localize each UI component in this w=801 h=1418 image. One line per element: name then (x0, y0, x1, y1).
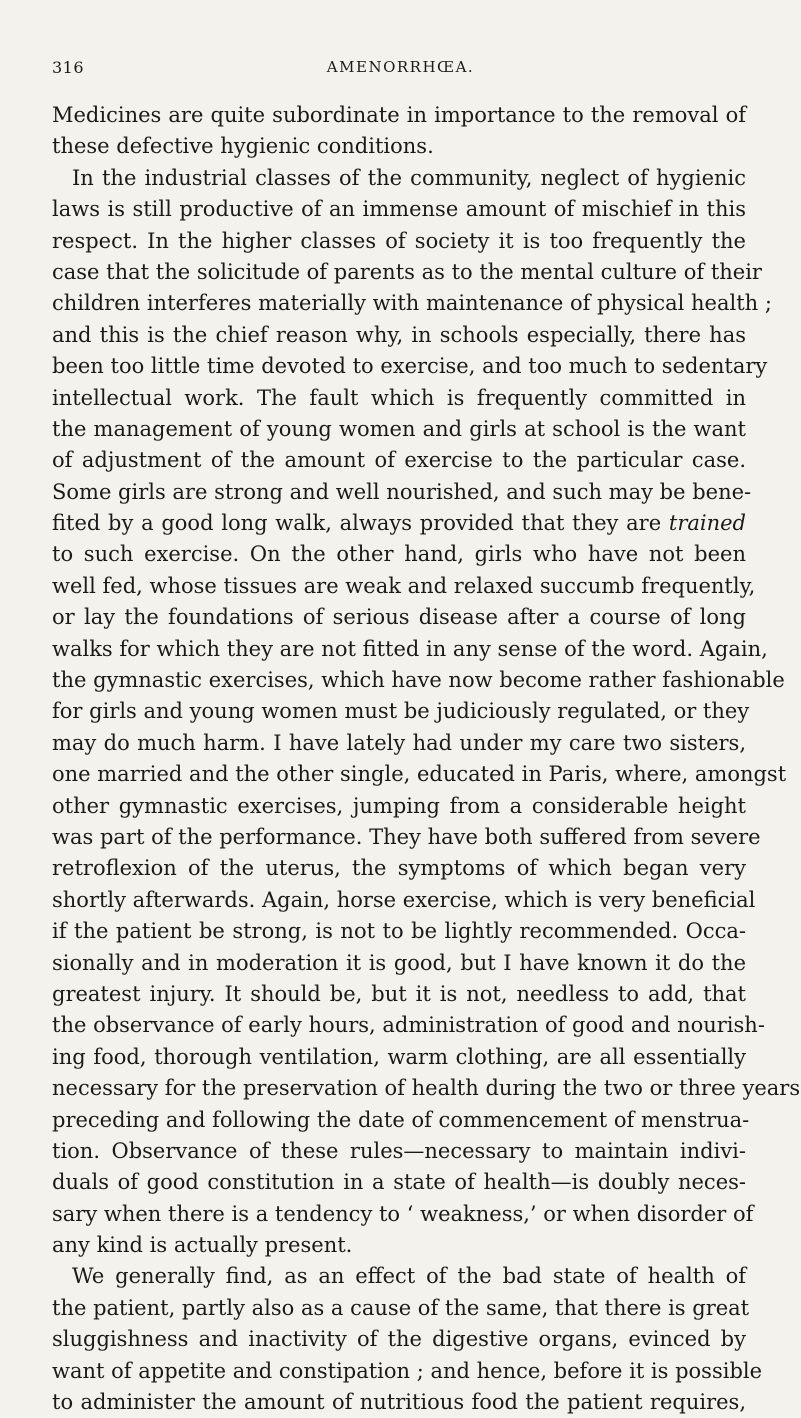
emphasized-word: trained (668, 511, 746, 536)
text-line: children interferes materially with maintenance of physical health ; (52, 291, 772, 316)
text-line: necessary for the preservation of health during the two or three years (52, 1076, 801, 1101)
text-line: case that the solicitude of parents as to the mental culture of their (52, 259, 762, 284)
text-line: one married and the other single, educated in Paris, where, amongst (52, 762, 787, 787)
text-line: tion. Observance of these rules—necessary to maintain indivi- (52, 1138, 746, 1163)
text-segment: fited by a good long walk, always provided that they are (52, 511, 662, 536)
text-line: sary when there is a tendency to ‘ weakness,’ or when disorder of (52, 1201, 754, 1226)
text-line: shortly afterwards. Again, horse exercise, which is very beneficial (52, 887, 756, 912)
text-line: want of appetite and constipation ; and hence, before it is possible (52, 1358, 763, 1383)
text-line: Some girls are strong and well nourished, and such may be bene- (52, 479, 752, 504)
text-line: walks for which they are not fitted in any sense of the word. Again, (52, 636, 768, 661)
text-line: In the industrial classes of the community, neglect of hygienic (72, 165, 746, 190)
running-title: AMENORRHŒA. (326, 58, 475, 76)
text-line: ing food, thorough ventilation, warm clothing, are all essentially (52, 1044, 746, 1069)
text-line: laws is still productive of an immense amount of mischief in this (52, 197, 746, 222)
text-line: these defective hygienic conditions. (52, 134, 434, 159)
text-line: We generally find, as an effect of the bad state of health of (72, 1264, 746, 1289)
text-line: intellectual work. The fault which is frequently committed in (52, 385, 746, 410)
text-line: the gymnastic exercises, which have now become rather fashionable (52, 668, 785, 693)
text-line: greatest injury. It should be, but it is not, needless to add, that (52, 981, 746, 1006)
text-line: to such exercise. On the other hand, girls who have not been (52, 542, 746, 567)
text-line: well fed, whose tissues are weak and relaxed succumb frequently, (52, 573, 756, 598)
text-line: and this is the chief reason why, in schools especially, there has (52, 322, 746, 347)
text-line: if the patient be strong, is not to be lightly recommended. Occa- (52, 919, 746, 944)
text-line: any kind is actually present. (52, 1233, 353, 1258)
text-line: the management of young women and girls at school is the want (52, 416, 746, 441)
text-line: sluggishness and inactivity of the digestive organs, evinced by (52, 1327, 746, 1352)
text-line: for girls and young women must be judiciously regulated, or they (52, 699, 750, 724)
text-line: may do much harm. I have lately had under my care two sisters, (52, 730, 746, 755)
text-line: the patient, partly also as a cause of the same, that there is great (52, 1295, 750, 1320)
text-line: respect. In the higher classes of society it is too frequently the (52, 228, 746, 253)
text-line: of adjustment of the amount of exercise to the particular case. (52, 448, 746, 473)
text-line: was part of the performance. They have both suffered from severe (52, 824, 761, 849)
text-line: or lay the foundations of serious disease after a course of long (52, 605, 746, 630)
text-line: sionally and in moderation it is good, but I have known it do the (52, 950, 746, 975)
text-line: the observance of early hours, administration of good and nourish- (52, 1013, 765, 1038)
text-line: to administer the amount of nutritious food the patient requires, (52, 1390, 746, 1415)
text-line-with-emphasis (52, 508, 746, 539)
text-line: retroflexion of the uterus, the symptoms of which began very (52, 856, 746, 881)
running-head (52, 58, 749, 82)
text-line: been too little time devoted to exercise, and too much to sedentary (52, 354, 768, 379)
body-text (52, 100, 801, 1418)
text-line: other gymnastic exercises, jumping from a considerable height (52, 793, 746, 818)
text-line: duals of good constitution in a state of health—is doubly neces- (52, 1170, 746, 1195)
page-number: 316 (52, 58, 85, 77)
text-line: Medicines are quite subordinate in importance to the removal of (52, 103, 746, 127)
text-line: preceding and following the date of commencement of menstrua- (52, 1107, 750, 1132)
